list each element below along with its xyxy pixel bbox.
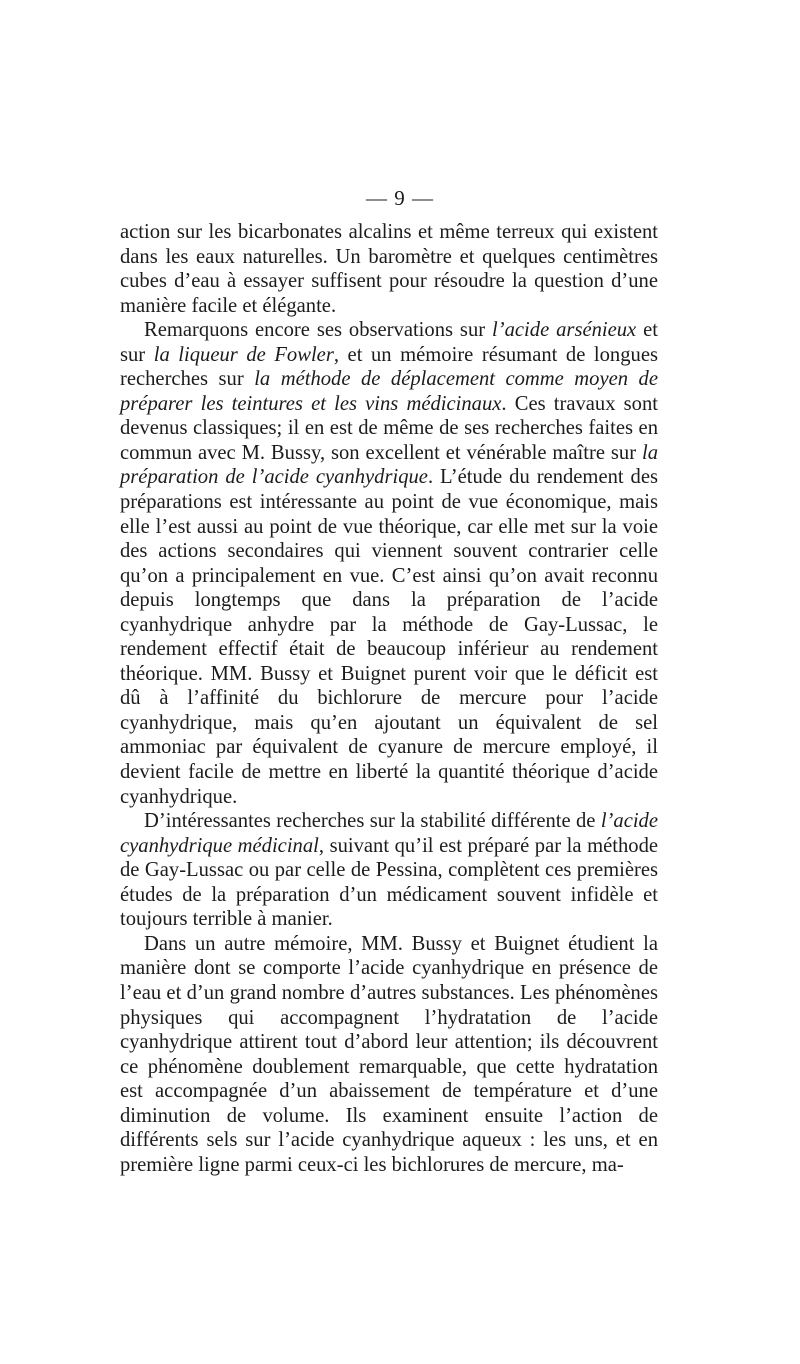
- text-run: Remarquons encore ses observations sur: [144, 319, 493, 342]
- italic-phrase: la liqueur de Fowler: [153, 343, 334, 366]
- paragraph: [120, 809, 658, 932]
- page-number: — 9 —: [366, 186, 434, 210]
- text-run: D’intéressantes recherches sur la stabilité différente de: [144, 810, 601, 833]
- paragraph: [120, 932, 658, 1177]
- text-run: action sur les bicarbonates alcalins et même terreux qui existent dans les eaux naturelles. Un baromètre et quelques centimètres cubes d’eau à essayer suffisent pour résoudre la question d’une manière facile et élégante.: [120, 221, 658, 317]
- body-text: [120, 220, 658, 1177]
- italic-phrase: la préparation de l’acide cyanhydrique: [120, 441, 658, 489]
- text-run: . L’étude du rendement des préparations est intéressante au point de vue économique, mais elle l’est aussi au point de vue théorique, car elle met sur la voie des actions secondaires qui viennent souvent contrarier celle qu’on a principalement en vue. C’est ainsi qu’on avait reconnu depuis longtemps que dans la préparation de l’acide cyanhydrique anhydre par la méthode de Gay-Lussac, le rendement effectif était de beaucoup inférieur au rendement théorique. MM. Bussy et Buignet purent voir que le déficit est dû à l’affinité du bichlorure de mercure pour l’acide cyanhydrique, mais qu’en ajoutant un équivalent de sel ammoniac par équivalent de cyanure de mercure employé, il devient facile de mettre en liberté la quantité théorique d’acide cyanhydrique.: [120, 466, 659, 808]
- paragraph: [120, 318, 658, 809]
- text-run: . Ces travaux sont devenus classiques; il en est de même de ses recherches faites en commun avec M. Bussy, son excellent et vénérable maître sur: [120, 392, 658, 464]
- text-run: Dans un autre mémoire, MM. Bussy et Buignet étudient la manière dont se comporte l’acide cyanhydrique en présence de l’eau et d’un grand nombre d’autres substances. Les phénomènes physiques qui accompagnent l’hydratation de l’acide cyanhydrique attirent tout d’abord leur attention; ils découvrent ce phénomène doublement remarquable, que cette hydratation est accompagnée d’un abaissement de température et d’une diminution de volume. Ils examinent ensuite l’action de différents sels sur l’acide cyanhydrique aqueux : les uns, et en première ligne parmi ceux-ci les bichlorures de mercure, ma-: [120, 932, 658, 1176]
- italic-phrase: l’acide arsénieux: [492, 319, 637, 342]
- text-run: , et un mémoire résumant de longues recherches sur: [120, 343, 658, 391]
- text-run: et sur: [120, 319, 658, 366]
- text-run: , suivant qu’il est préparé par la méthode de Gay-Lussac ou par celle de Pessina, complètent ces premières études de la préparation d’un médicament souvent infidèle et toujours terrible à manier.: [120, 834, 659, 931]
- italic-phrase: la méthode de déplacement comme moyen de préparer les teintures et les vins médicinaux: [120, 368, 658, 415]
- italic-phrase: l’acide cyanhydrique médicinal: [120, 810, 658, 857]
- paragraph: [120, 220, 658, 318]
